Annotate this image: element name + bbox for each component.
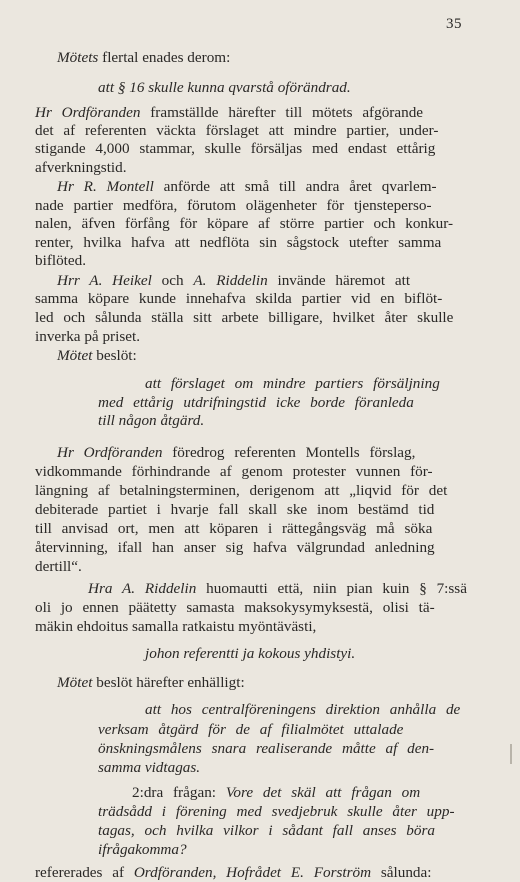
text-line (98, 393, 414, 412)
text-run: dertill“. (35, 558, 82, 575)
italic-text: samma vidtagas. (98, 759, 201, 776)
text-run: invände häremot att (267, 272, 411, 289)
text-line (35, 863, 432, 882)
text-line (35, 481, 447, 500)
text-run: inverka på priset. (35, 328, 141, 345)
text-line (98, 720, 403, 739)
text-line (98, 758, 200, 777)
text-line (35, 233, 441, 252)
italic-text: Hra A. Riddelin (88, 580, 197, 597)
text-line (35, 519, 432, 538)
text-line (57, 48, 230, 67)
text-line (35, 139, 435, 158)
text-run: återvinning, ifall han anser sig hafva välgrundad anledning (35, 539, 435, 556)
text-line (35, 121, 438, 140)
text-line (98, 739, 434, 758)
italic-text: johon referentti ja kokous yhdistyi. (145, 645, 356, 662)
italic-text: ifrågakomma? (98, 841, 187, 858)
italic-text: att förslaget om mindre partiers försäljning (145, 375, 440, 392)
margin-mark (510, 744, 512, 764)
italic-text: till någon åtgärd. (98, 412, 205, 429)
text-run: vidkommande förhindrande af genom protester vunnen för- (35, 463, 433, 480)
text-line (35, 617, 316, 636)
text-line (35, 196, 432, 215)
text-line (145, 644, 355, 663)
page-number: 35 (446, 16, 462, 32)
text-line (98, 840, 187, 859)
text-line (88, 579, 467, 598)
text-run: oli jo ennen päätetty samasta maksokysymyksestä, olisi tä- (35, 599, 435, 616)
italic-text: Mötet (57, 674, 93, 691)
text-line (35, 500, 434, 519)
text-line (98, 78, 351, 97)
text-line (57, 177, 437, 196)
text-run: huomautti että, niin pian kuin § 7:ssä (196, 580, 467, 597)
text-run: led och sålunda ställa sitt arbete billigare, hvilket åter skulle (35, 309, 454, 326)
italic-text: trädsådd i förening med svedjebruk skulle åter upp- (98, 803, 455, 820)
text-line (35, 214, 453, 233)
text-run: föredrog referenten Montells förslag, (162, 444, 416, 461)
text-line (35, 103, 423, 122)
text-run: refererades af (35, 864, 134, 881)
italic-text: att § 16 skulle kunna qvarstå oförändrad. (98, 79, 351, 96)
text-line (145, 700, 460, 719)
text-line (98, 821, 435, 840)
italic-text: att hos centralföreningens direktion anhålla de (145, 701, 461, 718)
text-run: beslöt: (92, 347, 137, 364)
text-line (35, 289, 442, 308)
text-run: stigande 4,000 stammar, skulle försäljas med endast ettårig (35, 140, 436, 157)
text-line (57, 443, 415, 462)
italic-text: tagas, och hvilka vilkor i sådant fall anses böra (98, 822, 435, 839)
italic-text: verksam åtgärd för de af filialmötet uttalade (98, 721, 404, 738)
italic-text: önskningsmålens snara realiserande måtte af den- (98, 740, 435, 757)
text-line (57, 346, 137, 365)
text-line (98, 411, 204, 430)
text-line (57, 271, 410, 290)
text-line (98, 802, 455, 821)
italic-text: Mötet (57, 347, 93, 364)
text-line (57, 673, 245, 692)
text-run: det af referenten väckta förslaget att mindre partier, under- (35, 122, 439, 139)
italic-text: Hr Ordföranden (35, 104, 141, 121)
text-run: afverkningstid. (35, 159, 127, 176)
text-run: och (151, 272, 194, 289)
italic-text: Vore det skäl att frågan om (225, 784, 421, 801)
text-run: till anvisad ort, men att köparen i rättegångsväg må söka (35, 520, 433, 537)
italic-text: Mötets (57, 49, 99, 66)
text-run: debiterade partiet i hvarje fall skall ske inom bestämd tid (35, 501, 435, 518)
text-run: sålunda: (371, 864, 432, 881)
text-line (145, 374, 440, 393)
italic-text: Hr Ordföranden (57, 444, 163, 461)
text-run: framställde härefter till mötets afgörande (140, 104, 424, 121)
text-line (35, 308, 453, 327)
text-line (35, 557, 82, 576)
text-line (35, 598, 435, 617)
text-run: 2:dra frågan: (132, 784, 226, 801)
text-line (35, 462, 433, 481)
italic-text: med ettårig utdrifningstid icke borde föranleda (98, 394, 414, 411)
text-run: nade partier medföra, förutom olägenheter för tjensteperso- (35, 197, 432, 214)
text-run: längning af betalningsterminen, derigenom att „liqvid för det (35, 482, 448, 499)
italic-text: Hrr A. Heikel (57, 272, 152, 289)
text-line (35, 158, 127, 177)
text-line (35, 538, 435, 557)
text-line (35, 251, 86, 270)
italic-text: A. Riddelin (193, 272, 268, 289)
text-line (35, 327, 140, 346)
text-run: biflöted. (35, 252, 87, 269)
text-run: beslöt härefter enhälligt: (92, 674, 245, 691)
text-run: nalen, äfven förfång för köpare af större partier och konkur- (35, 215, 454, 232)
italic-text: Ordföranden, Hofrådet E. Forström (133, 864, 372, 881)
text-run: anförde att små till andra året qvarlem- (153, 178, 437, 195)
italic-text: Hr R. Montell (57, 178, 154, 195)
text-run: renter, hvilka hafva att nedflöta sin sågstock utefter samma (35, 234, 442, 251)
text-run: mäkin ehdoitus samalla ratkaistu myöntävästi, (35, 618, 317, 635)
text-line (132, 783, 420, 802)
text-run: samma köpare kunde innehafva skilda partier vid en biflöt- (35, 290, 443, 307)
text-run: flertal enades derom: (98, 49, 231, 66)
